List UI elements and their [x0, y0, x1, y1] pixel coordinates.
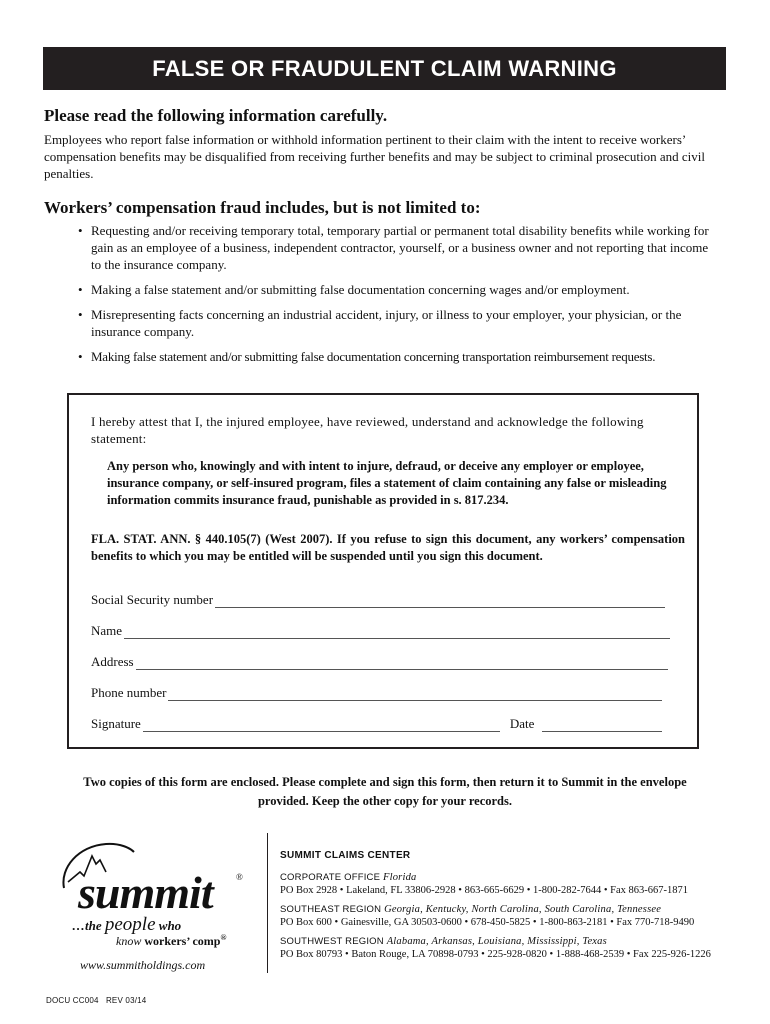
address-field[interactable]	[91, 652, 668, 670]
fraud-list	[78, 222, 718, 373]
tagline-know: know	[116, 934, 142, 948]
office-southeast	[280, 904, 750, 915]
summit-logo	[40, 836, 260, 976]
title-banner	[43, 47, 726, 90]
office-address: PO Box 2928 • Lakeland, FL 33806-2928 • 863-665-6629 • 1-800-282-7644 • Fax 863-667-1871	[280, 885, 689, 896]
name-field[interactable]	[91, 621, 670, 639]
logo-tagline-line2	[116, 933, 226, 949]
signature-field[interactable]	[91, 714, 662, 732]
phone-label: Phone number	[91, 685, 167, 700]
name-label: Name	[91, 623, 123, 638]
address-label: Address	[91, 654, 134, 669]
tagline-workers-comp: workers’ comp	[144, 934, 221, 948]
phone-line[interactable]	[168, 686, 662, 701]
list-item: • Requesting and/or receiving temporary total, temporary partial or permanent total disability benefits while working for gain as an employee of a business, independent contractor, yourself, or a business owner and not reporting that income to the insurance company.	[78, 222, 718, 273]
office-states: Florida	[382, 872, 417, 883]
attestation-box	[67, 393, 699, 749]
ssn-field[interactable]	[91, 590, 665, 608]
website-link[interactable]: www.summitholdings.com	[80, 958, 206, 972]
office-address: PO Box 80793 • Baton Rouge, LA 70898-0793 • 225-928-0820 • 1-888-468-2539 • Fax 225-926-1226	[280, 949, 711, 960]
name-line[interactable]	[124, 624, 670, 639]
office-corporate	[280, 872, 750, 883]
phone-field[interactable]	[91, 683, 662, 701]
tagline-who: who	[158, 918, 182, 933]
office-states: Alabama, Arkansas, Louisiana, Mississippi, Texas	[386, 936, 607, 947]
attestation-intro: I hereby attest that I, the injured employee, have reviewed, understand and acknowledge the following statement:	[91, 414, 644, 446]
office-address: PO Box 600 • Gainesville, GA 30503-0600 • 678-450-5825 • 1-800-863-2181 • Fax 770-718-9490	[280, 917, 695, 928]
page-title: FALSE OR FRAUDULENT CLAIM WARNING	[152, 55, 617, 81]
closing-instructions: Two copies of this form are enclosed. Please complete and sign this form, then return it to Summit in the envelope provided. Keep the other copy for your records.	[83, 775, 687, 808]
intro-heading: Please read the following information carefully.	[44, 106, 388, 125]
tagline-people: people	[104, 914, 156, 935]
signature-line[interactable]	[143, 717, 500, 732]
logo-registered-mark: ®	[236, 872, 243, 882]
list-item: • Making false statement and/or submitting false documentation concerning transportation reimbursement requests.	[78, 348, 718, 365]
form-code: DOCU CC004 REV 03/14	[46, 996, 147, 1005]
office-southwest	[280, 936, 750, 947]
office-label: CORPORATE OFFICE	[280, 872, 381, 883]
tagline-registered-mark: ®	[220, 933, 227, 942]
logo-wordmark: summit	[78, 867, 213, 918]
office-states: Georgia, Kentucky, North Carolina, South Carolina, Tennessee	[384, 904, 662, 915]
statute-citation: FLA. STAT. ANN. § 440.105(7) (West 2007). If you refuse to sign this document, any workers’ compensation benefits to which you may be entitled will be suspended until you sign this document.	[91, 532, 685, 563]
office-label: SOUTHEAST REGION	[280, 904, 382, 915]
address-line[interactable]	[136, 655, 668, 670]
claims-center-title: SUMMIT CLAIMS CENTER	[280, 850, 411, 861]
footer-divider	[267, 833, 268, 973]
signature-label: Signature	[91, 716, 141, 731]
ssn-label: Social Security number	[91, 592, 214, 607]
date-label: Date	[509, 716, 535, 731]
list-item: • Making a false statement and/or submitting false documentation concerning wages and/or employment.	[78, 281, 718, 298]
claims-center	[280, 850, 750, 968]
list-item: • Misrepresenting facts concerning an industrial accident, injury, or illness to your employer, your physician, or the insurance company.	[78, 306, 718, 340]
fraud-heading: Workers’ compensation fraud includes, but is not limited to:	[44, 198, 481, 217]
date-line[interactable]	[542, 717, 662, 732]
intro-paragraph: Employees who report false information or withhold information pertinent to their claim with the intent to receive workers’ compensation benefits may be disqualified from receiving further benefits and may be subject to criminal prosecution and civil penalties.	[44, 132, 705, 181]
office-label: SOUTHWEST REGION	[280, 936, 384, 947]
tagline-the: …the	[72, 918, 102, 933]
statute-quote: Any person who, knowingly and with intent to injure, defraud, or deceive any employer or employee, insurance company, or self-insured program, files a statement of claim containing any false or misleading information commits insurance fraud, punishable as provided in s. 817.234.	[107, 459, 667, 507]
ssn-line[interactable]	[215, 593, 665, 608]
